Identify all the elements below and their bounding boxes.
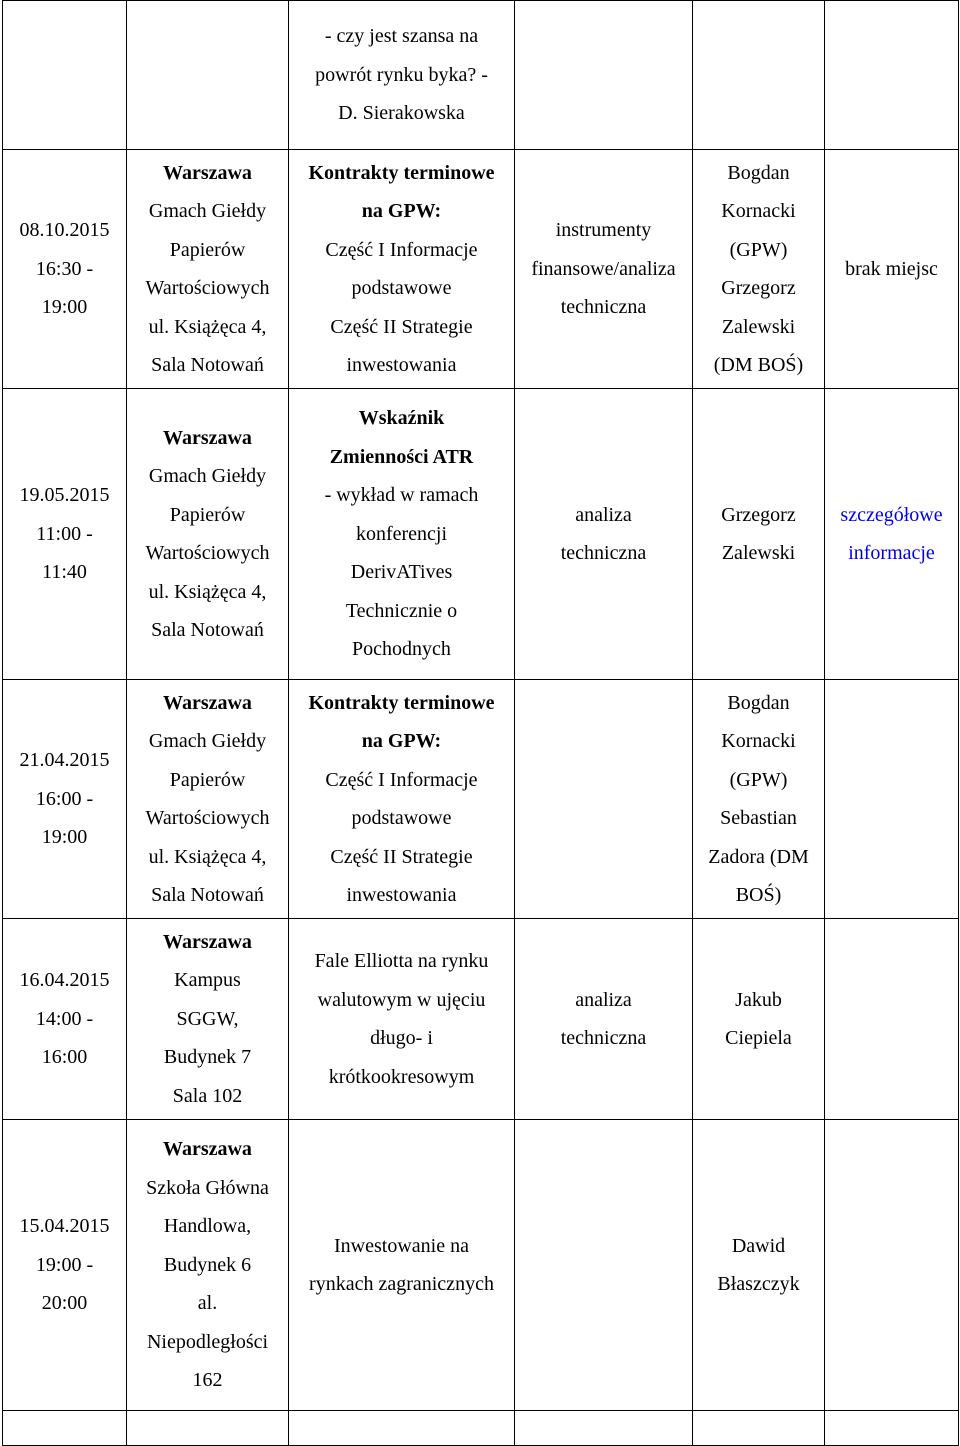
cell-line: analiza — [575, 503, 632, 526]
cell-line: Część I Informacje — [325, 238, 478, 261]
cell-line: Warszawa — [163, 161, 252, 184]
table-row — [3, 150, 959, 389]
location-cell — [127, 919, 289, 1120]
table-row — [3, 919, 959, 1120]
cell-line: - czy jest szansa na — [324, 25, 479, 48]
date-cell — [3, 1411, 127, 1446]
cell-line: ul. Książęca 4, — [148, 845, 267, 868]
table-row — [3, 680, 959, 919]
cell-line: 162 — [192, 1369, 223, 1392]
events-table — [2, 0, 959, 1446]
cell-line: Warszawa — [163, 930, 252, 953]
cell-line: Papierów — [169, 768, 246, 791]
cell-line: Część II Strategie — [330, 315, 473, 338]
cell-line: inwestowania — [346, 884, 457, 906]
info-cell — [825, 1120, 959, 1411]
cell-line: Budynek 7 — [163, 1046, 252, 1069]
cell-line: Jakub — [735, 988, 782, 1011]
cell-line: Warszawa — [163, 1138, 252, 1161]
cell-line: Sala Notowań — [151, 619, 264, 641]
location-cell — [127, 389, 289, 680]
cell-line: 16.04.2015 — [19, 969, 110, 992]
cell-line: podstawowe — [351, 807, 452, 829]
info-cell — [825, 680, 959, 919]
cell-line: 16:00 — [41, 1046, 88, 1069]
cell-line: analiza — [575, 988, 632, 1011]
cell-line: konferencji — [355, 522, 448, 545]
category-cell — [515, 1120, 693, 1411]
title-cell — [289, 1, 515, 150]
info-cell[interactable] — [825, 389, 959, 680]
cell-line: (GPW) — [729, 238, 788, 261]
cell-line: na GPW: — [361, 730, 442, 752]
cell-line: Fale Elliotta na rynku — [314, 950, 489, 972]
cell-line: 19:00 — [41, 296, 88, 319]
speaker-cell — [693, 919, 825, 1120]
cell-line: Gmach Giełdy — [148, 465, 267, 487]
cell-line: finansowe/analiza — [531, 257, 676, 280]
cell-line: (GPW) — [729, 768, 788, 791]
cell-line: 20:00 — [41, 1292, 88, 1315]
details-link[interactable]: szczegółowe — [840, 503, 943, 526]
location-cell — [127, 1120, 289, 1411]
cell-line: Wartościowych — [145, 542, 270, 564]
table-row — [3, 1120, 959, 1411]
cell-line: Warszawa — [163, 426, 252, 449]
cell-line: Gmach Giełdy — [148, 730, 267, 752]
cell-line: Część II Strategie — [330, 845, 473, 868]
cell-line: Kornacki — [721, 200, 796, 222]
cell-line: 15.04.2015 — [19, 1215, 110, 1238]
date-cell — [3, 389, 127, 680]
cell-line: Gmach Giełdy — [148, 200, 267, 222]
date-cell — [3, 1, 127, 150]
cell-line: Zmienności ATR — [329, 445, 474, 468]
cell-line: na GPW: — [361, 200, 442, 222]
speaker-cell — [693, 680, 825, 919]
cell-line: instrumenty — [555, 219, 652, 242]
cell-line: Dawid — [731, 1234, 786, 1257]
info-cell — [825, 1411, 959, 1446]
title-cell — [289, 1120, 515, 1411]
cell-line: Grzegorz — [721, 503, 796, 526]
speaker-cell — [693, 150, 825, 389]
cell-line: Papierów — [169, 503, 246, 526]
cell-line: Bogdan — [727, 161, 790, 184]
cell-line: Kornacki — [721, 730, 796, 752]
table-row — [3, 1411, 959, 1446]
cell-line: Warszawa — [163, 691, 252, 714]
table-row — [3, 1, 959, 150]
cell-line: Papierów — [169, 238, 246, 261]
details-link[interactable]: informacje — [848, 542, 935, 564]
cell-line: ul. Książęca 4, — [148, 315, 267, 338]
cell-line: 11:40 — [42, 561, 87, 584]
cell-line: techniczna — [560, 1027, 647, 1049]
date-cell — [3, 150, 127, 389]
cell-line: DerivATives — [350, 561, 453, 584]
location-cell — [127, 1411, 289, 1446]
cell-line: Bogdan — [727, 691, 790, 714]
cell-line: Zalewski — [721, 315, 796, 338]
info-cell — [825, 1, 959, 150]
cell-line: - wykład w ramach — [324, 484, 479, 507]
category-cell — [515, 1, 693, 150]
table-row — [3, 389, 959, 680]
speaker-cell — [693, 1, 825, 150]
cell-line: Inwestowanie na — [334, 1234, 469, 1257]
cell-line: 19.05.2015 — [19, 484, 110, 507]
title-cell — [289, 1411, 515, 1446]
cell-line: inwestowania — [346, 354, 457, 376]
cell-line: Kampus — [174, 969, 241, 992]
cell-line: krótkookresowym — [328, 1065, 475, 1088]
cell-line: (DM BOŚ) — [713, 354, 804, 376]
category-cell — [515, 680, 693, 919]
category-cell — [515, 1411, 693, 1446]
cell-line: walutowym w ujęciu — [317, 988, 486, 1011]
category-cell — [515, 389, 693, 680]
cell-line: BOŚ) — [735, 884, 782, 906]
cell-line: brak miejsc — [845, 257, 938, 280]
location-cell — [127, 680, 289, 919]
date-cell — [3, 680, 127, 919]
cell-line: Technicznie o — [345, 599, 458, 622]
cell-line: Wartościowych — [145, 277, 270, 299]
cell-line: Grzegorz — [721, 277, 796, 299]
cell-line: Ciepiela — [725, 1027, 792, 1049]
info-cell — [825, 150, 959, 389]
cell-line: Zadora (DM — [708, 845, 809, 868]
cell-line: długo- i — [370, 1027, 433, 1049]
cell-line: 21.04.2015 — [19, 749, 110, 772]
cell-line: 14:00 - — [35, 1007, 94, 1030]
cell-line: Kontrakty terminowe — [308, 691, 495, 714]
title-cell — [289, 150, 515, 389]
cell-line: Sala Notowań — [151, 884, 264, 906]
cell-line: techniczna — [560, 296, 647, 319]
cell-line: Sebastian — [720, 807, 797, 829]
cell-line: Niepodległości — [146, 1330, 269, 1353]
cell-line: Sala Notowań — [151, 354, 264, 376]
cell-line: SGGW, — [176, 1007, 239, 1030]
cell-line: 19:00 — [41, 826, 88, 849]
cell-line: techniczna — [560, 542, 647, 564]
cell-line: podstawowe — [351, 277, 452, 299]
cell-line: Handlowa, — [163, 1215, 252, 1238]
cell-line: 16:30 - — [35, 257, 94, 280]
cell-line: Błaszczyk — [717, 1273, 800, 1295]
cell-line: Wskaźnik — [358, 407, 445, 430]
speaker-cell — [693, 1120, 825, 1411]
cell-line: 19:00 - — [35, 1253, 94, 1276]
title-cell — [289, 680, 515, 919]
cell-line: Sala 102 — [172, 1084, 243, 1107]
info-cell — [825, 919, 959, 1120]
cell-line: ul. Książęca 4, — [148, 580, 267, 603]
cell-line: 16:00 - — [35, 787, 94, 810]
title-cell — [289, 389, 515, 680]
location-cell — [127, 1, 289, 150]
cell-line: 08.10.2015 — [19, 219, 110, 242]
cell-line: Część I Informacje — [325, 768, 478, 791]
cell-line: D. Sierakowska — [338, 102, 465, 125]
category-cell — [515, 150, 693, 389]
cell-line: 11:00 - — [36, 522, 93, 545]
title-cell — [289, 919, 515, 1120]
date-cell — [3, 919, 127, 1120]
cell-line: Budynek 6 — [163, 1253, 252, 1276]
category-cell — [515, 919, 693, 1120]
cell-line: Kontrakty terminowe — [308, 161, 495, 184]
cell-line: Szkoła Główna — [146, 1176, 269, 1199]
cell-line: Wartościowych — [145, 807, 270, 829]
cell-line: al. — [197, 1292, 218, 1315]
speaker-cell — [693, 1411, 825, 1446]
speaker-cell — [693, 389, 825, 680]
location-cell — [127, 150, 289, 389]
date-cell — [3, 1120, 127, 1411]
cell-line: Zalewski — [721, 542, 796, 564]
cell-line: powrót rynku byka? - — [315, 63, 488, 86]
cell-line: rynkach zagranicznych — [309, 1273, 494, 1295]
cell-line: Pochodnych — [352, 638, 451, 661]
